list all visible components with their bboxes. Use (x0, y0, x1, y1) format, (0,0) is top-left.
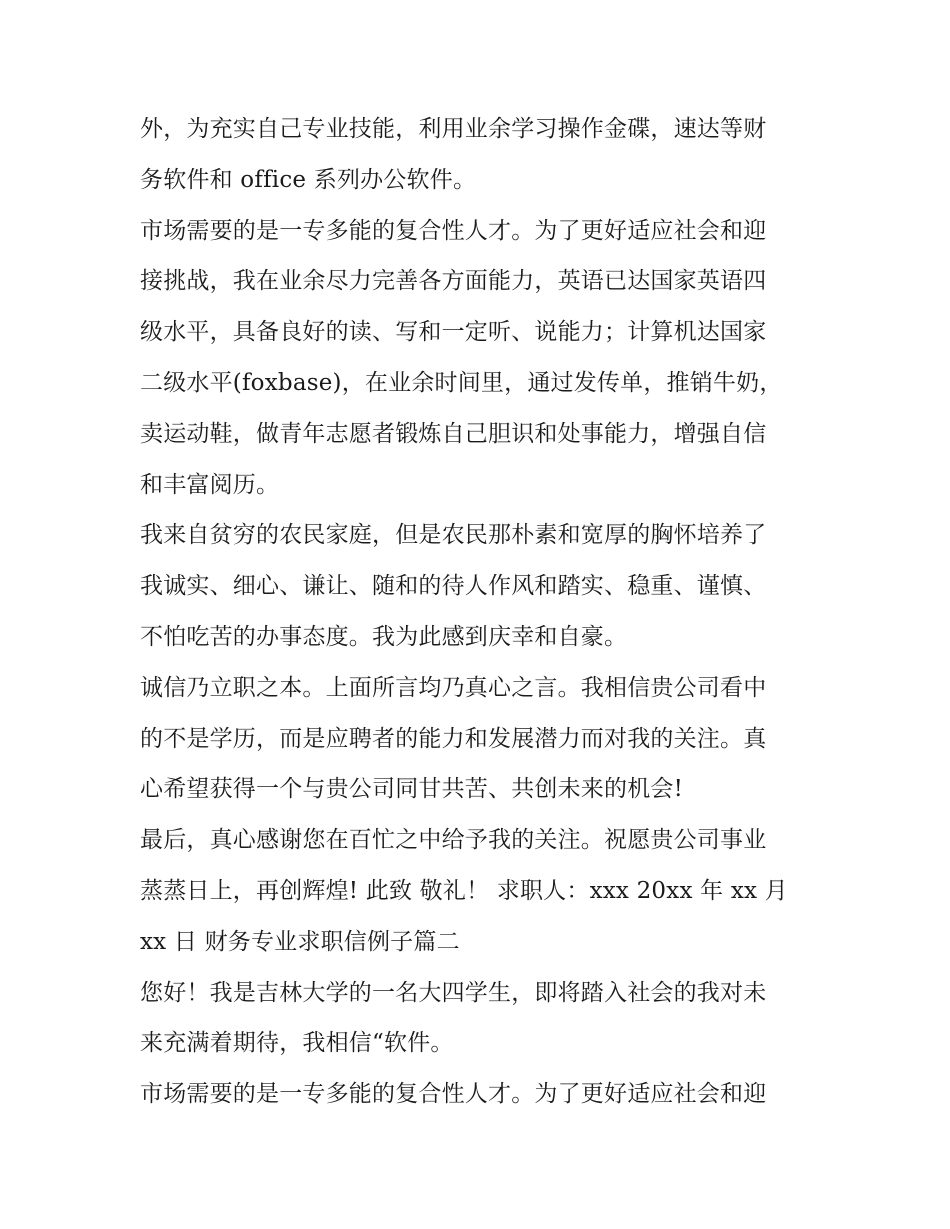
text-line: 诚信乃立职之本。上面所言均乃真心之言。我相信贵公司看中 (140, 674, 767, 701)
text-line: 蒸蒸日上，再创辉煌! 此致 敬礼！ 求职人：xxx 20xx 年 xx 月 (140, 877, 788, 904)
text-line: 卖运动鞋，做青年志愿者锻炼自己胆识和处事能力，增强自信 (140, 420, 767, 447)
text-line: 市场需要的是一专多能的复合性人才。为了更好适应社会和迎 (140, 1081, 767, 1108)
text-line: 您好！我是吉林大学的一名大四学生，即将踏入社会的我对未 (140, 979, 767, 1006)
text-line: 心希望获得一个与贵公司同甘共苦、共创未来的机会! (140, 776, 684, 803)
text-line: 我诚实、细心、谦让、随和的待人作风和踏实、稳重、谨慎、 (140, 573, 767, 600)
text-line: 市场需要的是一专多能的复合性人才。为了更好适应社会和迎 (140, 217, 767, 244)
text-line: 最后，真心感谢您在百忙之中给予我的关注。祝愿贵公司事业 (140, 827, 767, 854)
document-body (140, 104, 830, 1120)
text-line: 的不是学历，而是应聘者的能力和发展潜力而对我的关注。真 (140, 725, 767, 752)
text-line: 外，为充实自己专业技能，利用业余学习操作金碟，速达等财 (140, 116, 767, 142)
text-line: 我来自贫穷的农民家庭，但是农民那朴素和宽厚的胸怀培养了 (140, 522, 767, 549)
text-line: 和丰富阅历。 (140, 471, 280, 498)
text-line: 二级水平(foxbase)，在业余时间里，通过发传单，推销牛奶， (140, 369, 783, 396)
text-line: 不怕吃苦的办事态度。我为此感到庆幸和自豪。 (140, 623, 628, 650)
text-line: xx 日 财务专业求职信例子篇二 (140, 928, 460, 955)
text-line: 务软件和 office 系列办公软件。 (140, 166, 477, 193)
text-line: 级水平，具备良好的读、写和一定听、说能力；计算机达国家 (140, 319, 767, 346)
text-line: 接挑战，我在业余尽力完善各方面能力，英语已达国家英语四 (140, 268, 767, 295)
text-line: 来充满着期待，我相信“软件。 (140, 1030, 454, 1057)
